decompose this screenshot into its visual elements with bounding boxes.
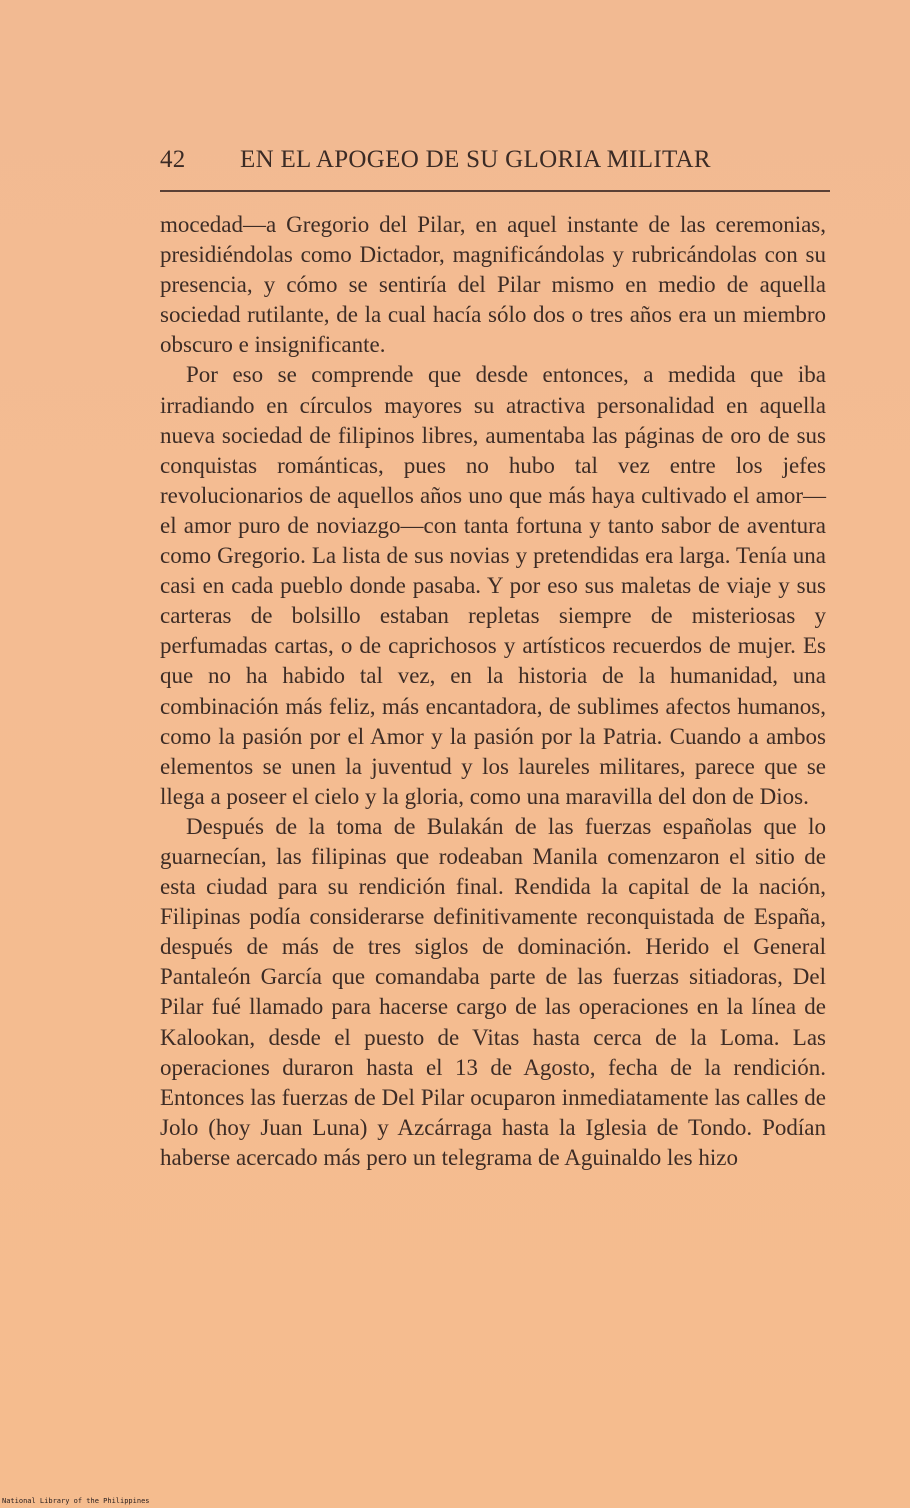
paragraph-3: Después de la toma de Bulakán de las fuerzas españolas que lo guarnecían, las filipinas que rodeaban Manila comenzaron el sitio de esta ciudad para su rendición final. Rendida la capital de la nación, Filipinas podía considerarse definitivamente reconquistada de España, después de más de tres siglos de dominación. Herido el General Pantaleón García que comandaba parte de las fuerzas sitiadoras, Del Pilar fué llamado para hacerse cargo de las operaciones en la línea de Kalookan, desde el puesto de Vitas hasta cerca de la Loma. Las operaciones duraron hasta el 13 de Agosto, fecha de la rendición. Entonces las fuerzas de Del Pilar ocuparon inmediatamente las calles de Jolo (hoy Juan Luna) y Azcárraga hasta la Iglesia de Tondo. Podían haberse acercado más pero un telegrama de Aguinaldo les hizo bbox=[160, 813, 826, 1170]
body-text bbox=[160, 210, 826, 1173]
header-rule bbox=[160, 190, 830, 192]
page-number: 42 bbox=[160, 146, 186, 173]
running-title: EN EL APOGEO DE SU GLORIA MILITAR bbox=[240, 146, 711, 173]
paragraph-1: mocedad—a Gregorio del Pilar, en aquel instante de las ceremonias, presidiéndolas como Dictador, magnificándolas y rubricándolas con su presencia, y cómo se sentiría del Pilar mismo en medio de aquella sociedad rutilante, de la cual hacía sólo dos o tres años era un miembro obscuro e insignificante. bbox=[160, 212, 826, 358]
paragraph-2: Por eso se comprende que desde entonces, a medida que iba irradiando en círculos mayores su atractiva personalidad en aquella nueva sociedad de filipinos libres, aumentaba las páginas de oro de sus conquistas románticas, pues no hubo tal vez entre los jefes revolucionarios de aquellos años uno que más haya cultivado el amor—el amor puro de noviazgo—con tanta fortuna y tanto sabor de aventura como Gregorio. La lista de sus novias y pretendidas era larga. Tenía una casi en cada pueblo donde pasaba. Y por eso sus maletas de viaje y sus carteras de bolsillo estaban repletas siempre de misteriosas y perfumadas cartas, o de caprichosos y artísticos recuerdos de mujer. Es que no ha habido tal vez, en la historia de la humanidad, una combinación más feliz, más encantadora, de sublimes afectos humanos, como la pasión por el Amor y la pasión por la Patria. Cuando a ambos elementos se unen la juventud y los laureles militares, parece que se llega a poseer el cielo y la gloria, como una maravilla del don de Dios. bbox=[160, 362, 826, 809]
page-header bbox=[160, 146, 830, 186]
source-footnote: National Library of the Philippines bbox=[2, 1497, 150, 1505]
